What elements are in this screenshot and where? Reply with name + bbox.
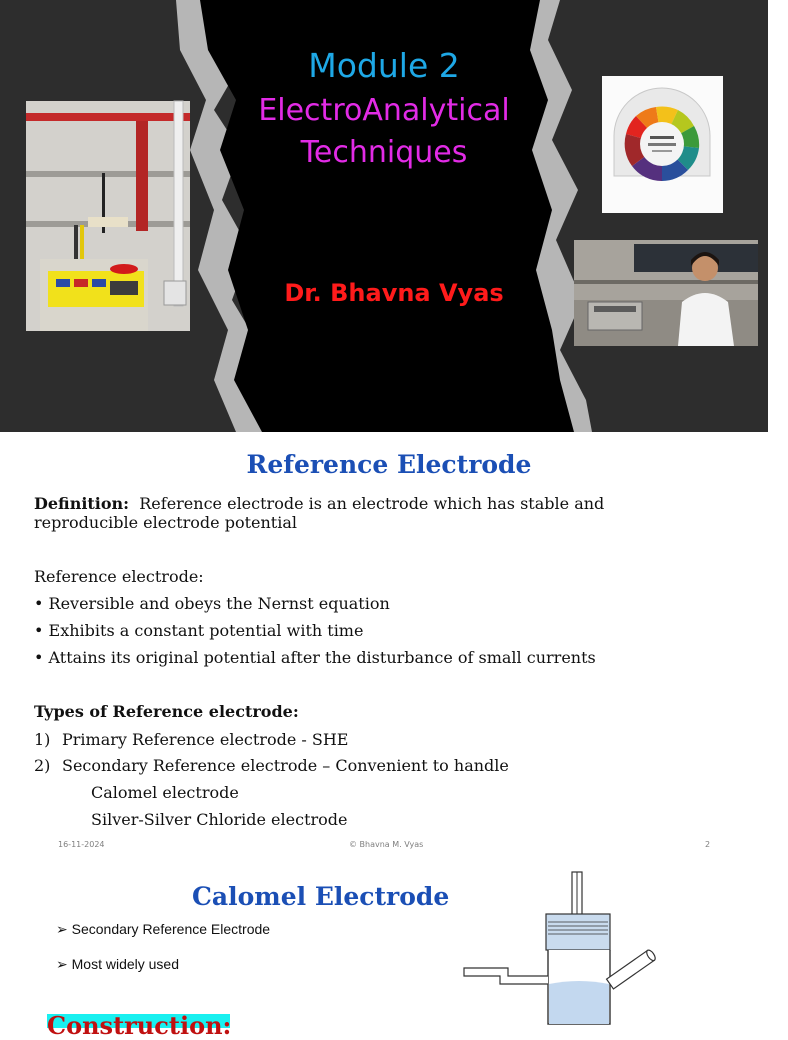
bullet-item: ➢ Secondary Reference Electrode	[56, 921, 271, 937]
type-number: 1)	[34, 730, 51, 749]
types-heading-text: Types of Reference electrode:	[34, 702, 299, 721]
intro-text: Reference electrode:	[34, 567, 204, 586]
type-item	[34, 756, 509, 775]
definition-text: Reference electrode is an electrode which has stable and	[139, 494, 605, 513]
definition-label: Definition:	[34, 494, 130, 513]
bullet-item: ➢ Most widely used	[56, 956, 179, 972]
definition-line-2: reproducible electrode potential	[34, 513, 297, 532]
bullet-item: • Exhibits a constant potential with time	[34, 621, 364, 640]
slide-title: Reference Electrode	[246, 450, 532, 479]
footer-copyright: © Bhavna M. Vyas	[349, 840, 424, 849]
title-slide	[0, 0, 768, 432]
footer-page-number: 2	[705, 840, 711, 849]
ph-paper-photo	[602, 76, 723, 213]
module-title: Module 2	[308, 46, 460, 85]
course-title-line-2: Techniques	[300, 135, 468, 170]
bullet-item: • Reversible and obeys the Nernst equation	[34, 594, 390, 613]
sub-type-item: Silver-Silver Chloride electrode	[91, 810, 348, 829]
sub-type-item: Calomel electrode	[91, 783, 239, 802]
slide-title: Calomel Electrode	[192, 882, 450, 911]
reference-electrode-slide	[0, 432, 768, 864]
construction-heading-text: Construction:	[47, 1011, 232, 1040]
type-text: Primary Reference electrode - SHE	[62, 730, 349, 749]
author-name: Dr. Bhavna Vyas	[284, 279, 504, 307]
course-title-line-1: ElectroAnalytical	[258, 93, 510, 128]
type-text: Secondary Reference electrode – Convenient to handle	[62, 756, 509, 775]
bullet-item: • Attains its original potential after the disturbance of small currents	[34, 648, 596, 667]
type-item	[34, 730, 348, 749]
calomel-electrode-slide	[0, 864, 768, 1040]
lab-equipment-photo	[26, 101, 190, 331]
type-number: 2)	[34, 756, 51, 775]
footer-date: 16-11-2024	[58, 840, 105, 849]
calomel-electrode-diagram	[460, 872, 660, 1024]
construction-heading	[47, 1011, 232, 1040]
definition-line-1	[34, 494, 604, 513]
lab-person-photo	[574, 240, 758, 346]
types-heading	[34, 702, 299, 721]
